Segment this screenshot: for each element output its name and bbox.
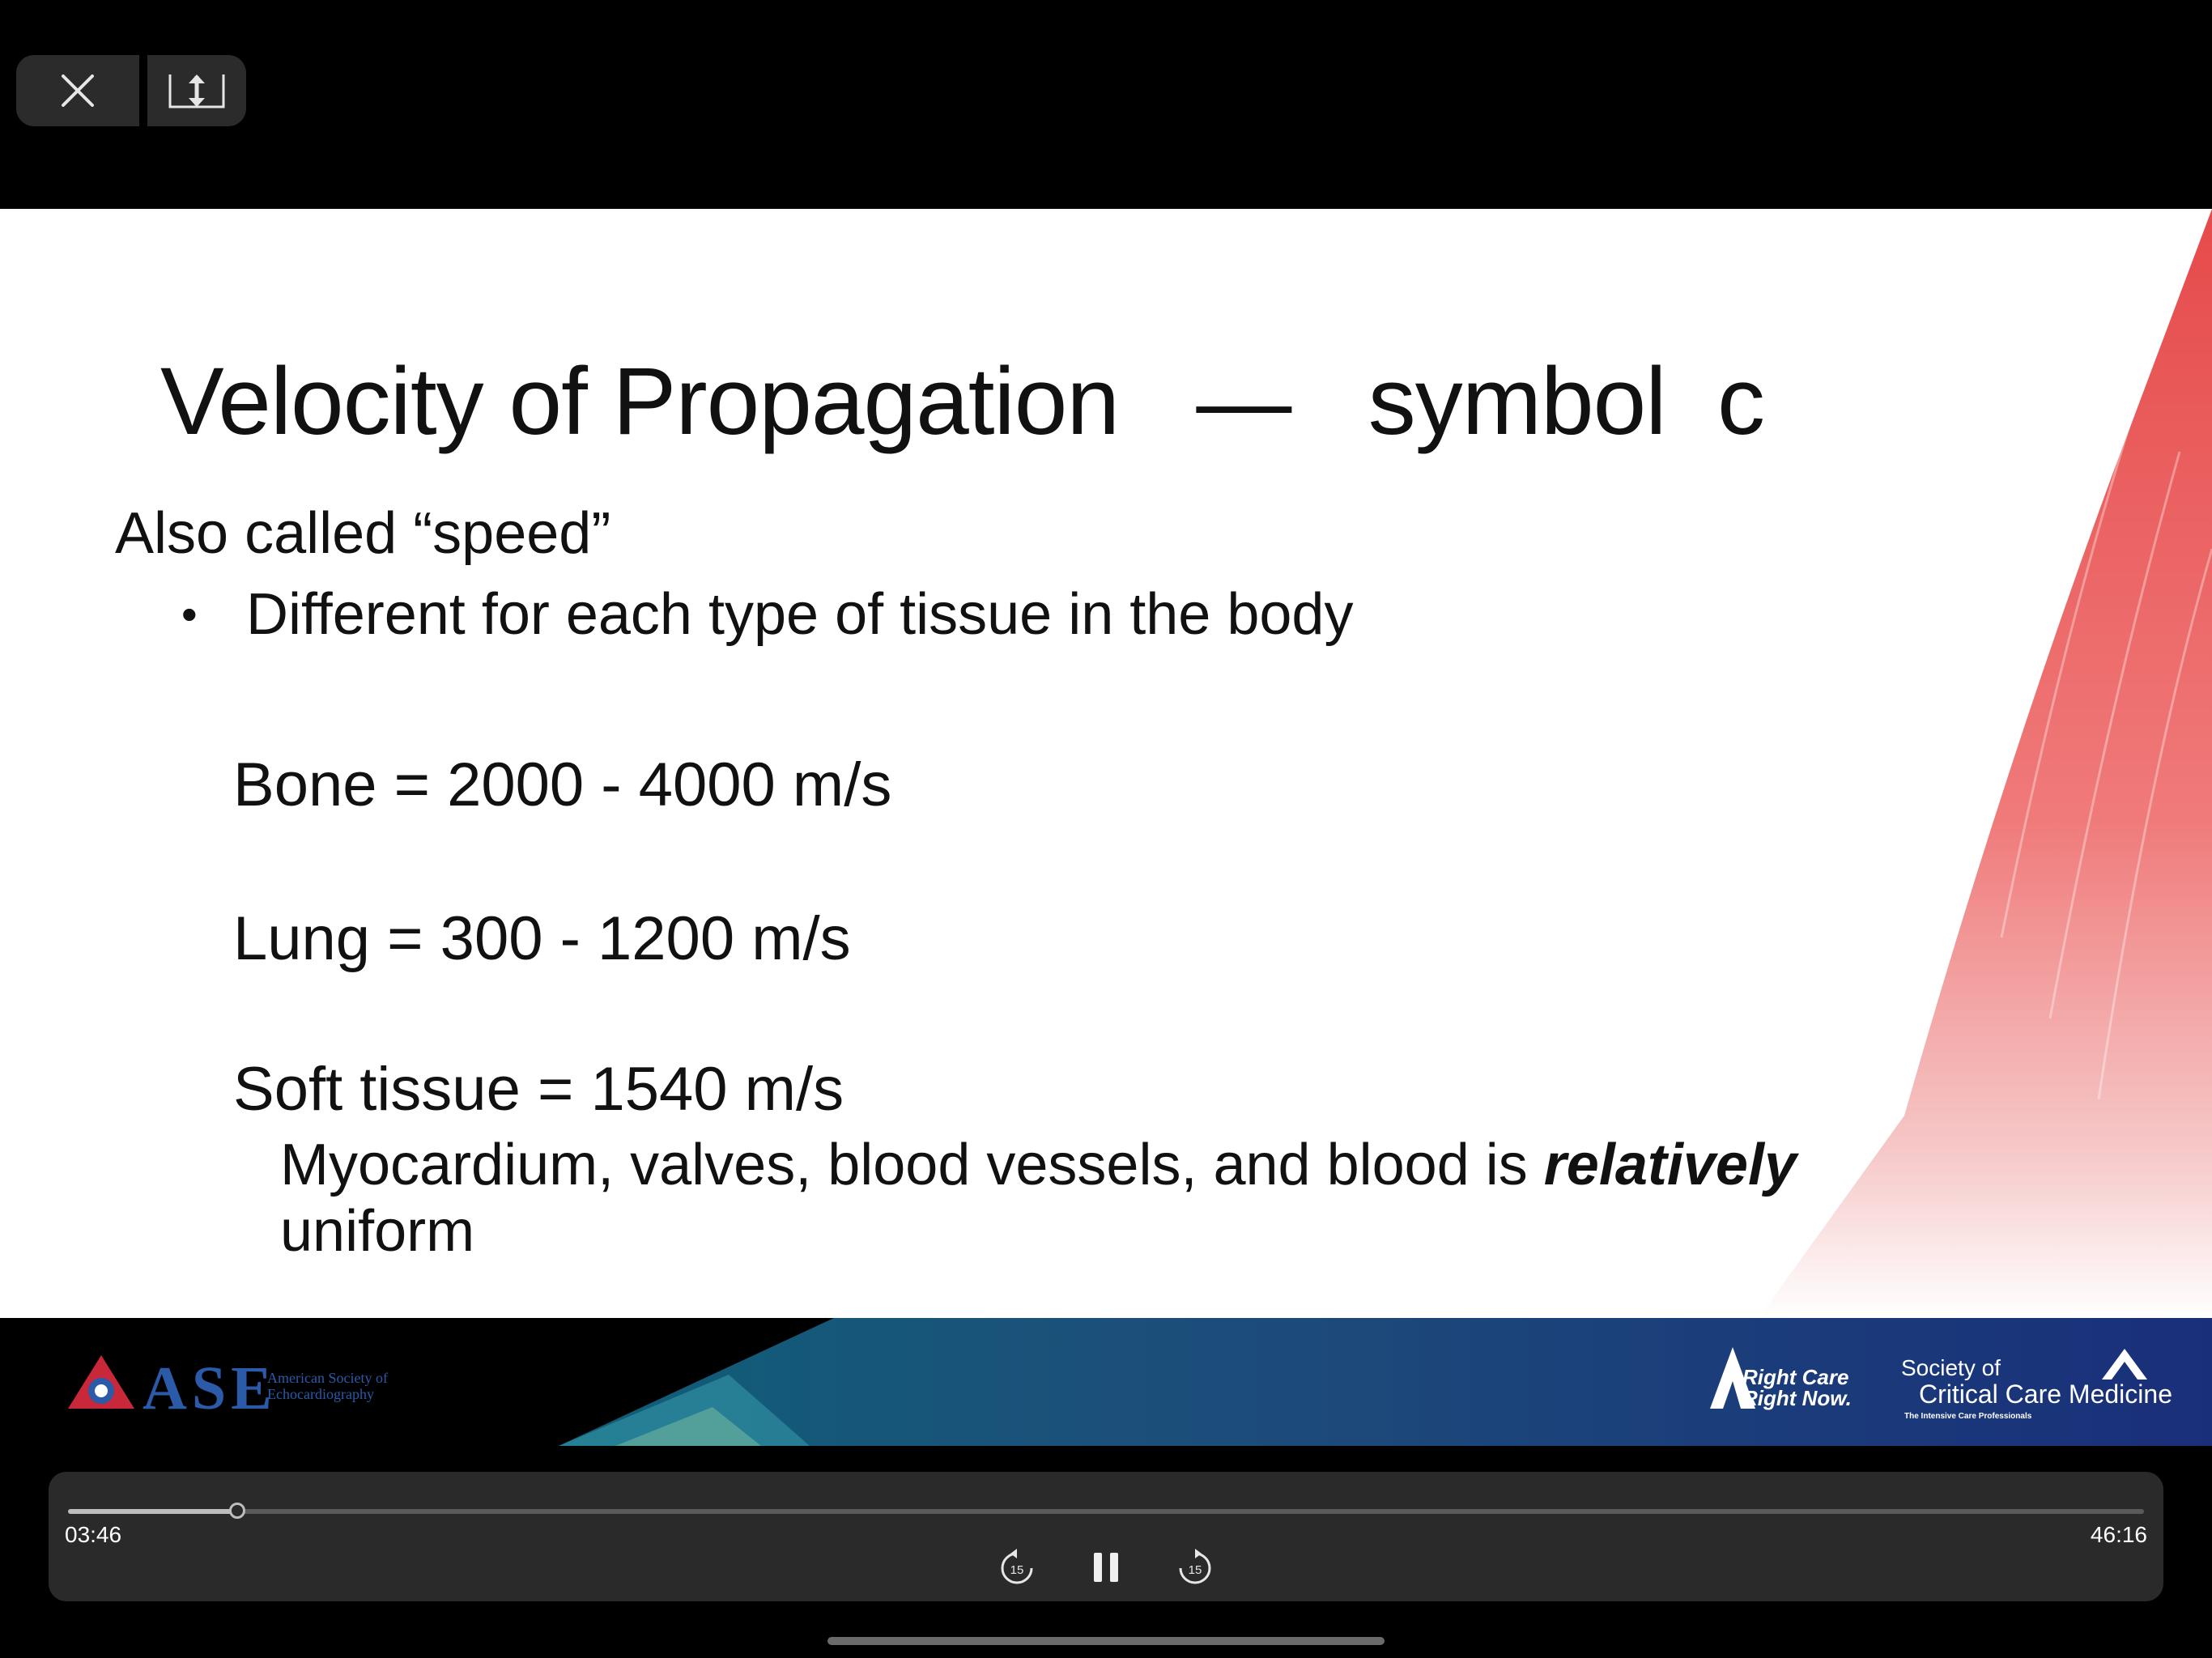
bullet-marker: • — [181, 589, 198, 640]
slide-subtitle: Also called “speed” — [115, 501, 611, 566]
sccm-line-3: The Intensive Care Professionals — [1904, 1412, 2032, 1421]
skip-forward-label: 15 — [1188, 1563, 1202, 1577]
progress-thumb[interactable] — [229, 1503, 245, 1519]
ase-logo-subtitle: American Society of Echocardiography — [267, 1370, 388, 1402]
media-player-controls — [49, 1472, 2163, 1601]
close-button[interactable] — [16, 55, 139, 126]
sccm-line-2: Critical Care Medicine — [1919, 1380, 2172, 1409]
progress-fill — [68, 1509, 237, 1514]
video-slide — [0, 209, 2212, 1318]
skip-forward-button[interactable] — [1171, 1545, 1219, 1590]
lung-speed: Lung = 300 - 1200 m/s — [233, 904, 851, 973]
top-controls — [16, 55, 246, 126]
ase-logo-text: ASE — [143, 1354, 277, 1422]
pause-button[interactable] — [1082, 1545, 1130, 1590]
right-care-logo — [1742, 1367, 1852, 1409]
slide-title: Velocity of Propagation — symbol c — [160, 348, 1765, 455]
resize-button[interactable] — [147, 55, 246, 126]
skip-forward-15-icon — [1176, 1547, 1214, 1588]
sccm-logo-icon — [2100, 1347, 2149, 1381]
note-line-2: uniform — [280, 1199, 475, 1264]
soft-tissue-speed: Soft tissue = 1540 m/s — [233, 1055, 844, 1124]
total-time: 46:16 — [2090, 1522, 2147, 1547]
bone-speed: Bone = 2000 - 4000 m/s — [233, 750, 892, 819]
ase-logo-icon — [66, 1354, 136, 1410]
note-line-1 — [280, 1132, 1797, 1198]
current-time: 03:46 — [65, 1522, 122, 1547]
decorative-red-sweep — [1759, 209, 2212, 1318]
resize-vertical-icon — [168, 71, 225, 110]
home-indicator[interactable] — [827, 1637, 1385, 1645]
skip-back-label: 15 — [1010, 1563, 1024, 1577]
right-care-line-2: Right Now. — [1742, 1386, 1852, 1410]
skip-back-button[interactable] — [993, 1545, 1041, 1590]
sponsor-band — [0, 1318, 2212, 1446]
pause-icon — [1091, 1551, 1121, 1584]
skip-back-15-icon — [998, 1547, 1036, 1588]
note-text: Myocardium, valves, blood vessels, and blood is — [280, 1133, 1544, 1197]
note-emphasis: relatively — [1543, 1133, 1797, 1197]
progress-track[interactable] — [68, 1509, 2144, 1514]
bullet-text: Different for each type of tissue in the body — [246, 582, 1354, 647]
playback-buttons — [49, 1545, 2163, 1590]
right-care-line-1: Right Care — [1742, 1365, 1849, 1389]
close-icon — [60, 73, 96, 108]
sccm-line-1: Society of — [1901, 1355, 2001, 1380]
